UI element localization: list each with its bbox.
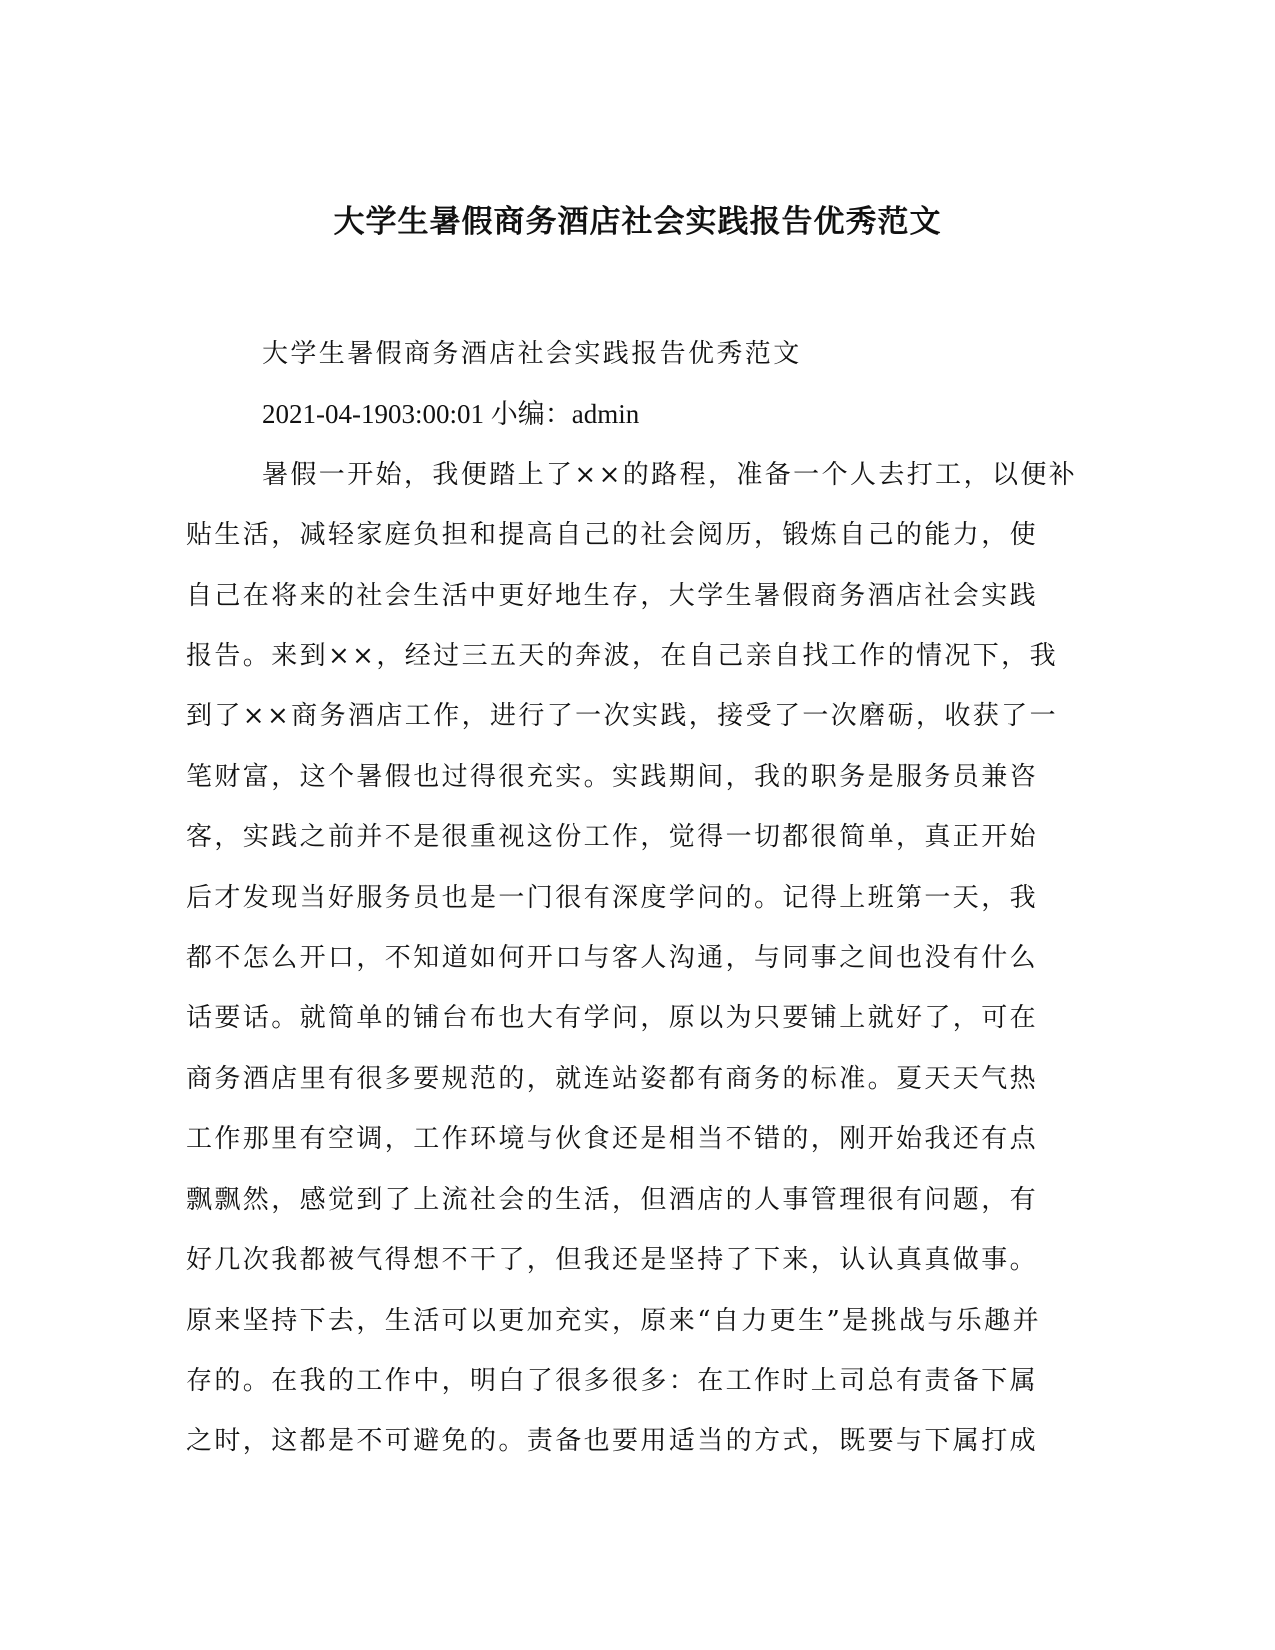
- paragraph-line: 都不怎么开口，不知道如何开口与客人沟通，与同事之间也没有什么: [186, 943, 1039, 974]
- paragraph-line: 贴生活，减轻家庭负担和提高自己的社会阅历，锻炼自己的能力，使: [186, 520, 1039, 551]
- paragraph-line: 报告。来到××，经过三五天的奔波，在自己亲自找工作的情况下，我: [186, 641, 1058, 672]
- paragraph-line: 暑假一开始，我便踏上了××的路程，准备一个人去打工，以便补: [262, 459, 1078, 490]
- paragraph-line: 话要话。就简单的铺台布也大有学问，原以为只要铺上就好了，可在: [186, 1003, 1039, 1034]
- document-body: [186, 324, 1078, 1472]
- paragraph-line: 后才发现当好服务员也是一门很有深度学问的。记得上班第一天，我: [186, 882, 1039, 913]
- paragraph-line: 存的。在我的工作中，明白了很多很多：在工作时上司总有责备下属: [186, 1365, 1039, 1396]
- document-meta: 2021-04-1903:00:01 小编：admin: [262, 399, 640, 430]
- paragraph-line: 飘飘然，感觉到了上流社会的生活，但酒店的人事管理很有问题，有: [186, 1184, 1039, 1215]
- paragraph-line: 到了××商务酒店工作，进行了一次实践，接受了一次磨砺，收获了一: [186, 701, 1058, 732]
- paragraph-line: 工作那里有空调，工作环境与伙食还是相当不错的，刚开始我还有点: [186, 1124, 1039, 1155]
- document-subtitle: 大学生暑假商务酒店社会实践报告优秀范文: [262, 339, 802, 369]
- paragraph-line: 客，实践之前并不是很重视这份工作，觉得一切都很简单，真正开始: [186, 822, 1039, 853]
- paragraph-line: 原来坚持下去，生活可以更加充实，原来“自力更生”是挑战与乐趣并: [186, 1305, 1041, 1336]
- paragraph-line: 好几次我都被气得想不干了，但我还是坚持了下来，认认真真做事。: [186, 1245, 1039, 1276]
- paragraph-line: 笔财富，这个暑假也过得很充实。实践期间，我的职务是服务员兼咨: [186, 761, 1039, 792]
- paragraph-line: 商务酒店里有很多要规范的，就连站姿都有商务的标准。夏天天气热: [186, 1063, 1039, 1094]
- document-title: 大学生暑假商务酒店社会实践报告优秀范文: [333, 204, 942, 240]
- paragraph-line: 自己在将来的社会生活中更好地生存，大学生暑假商务酒店社会实践: [186, 580, 1039, 611]
- paragraph-line: 之时，这都是不可避免的。责备也要用适当的方式，既要与下属打成: [186, 1426, 1039, 1457]
